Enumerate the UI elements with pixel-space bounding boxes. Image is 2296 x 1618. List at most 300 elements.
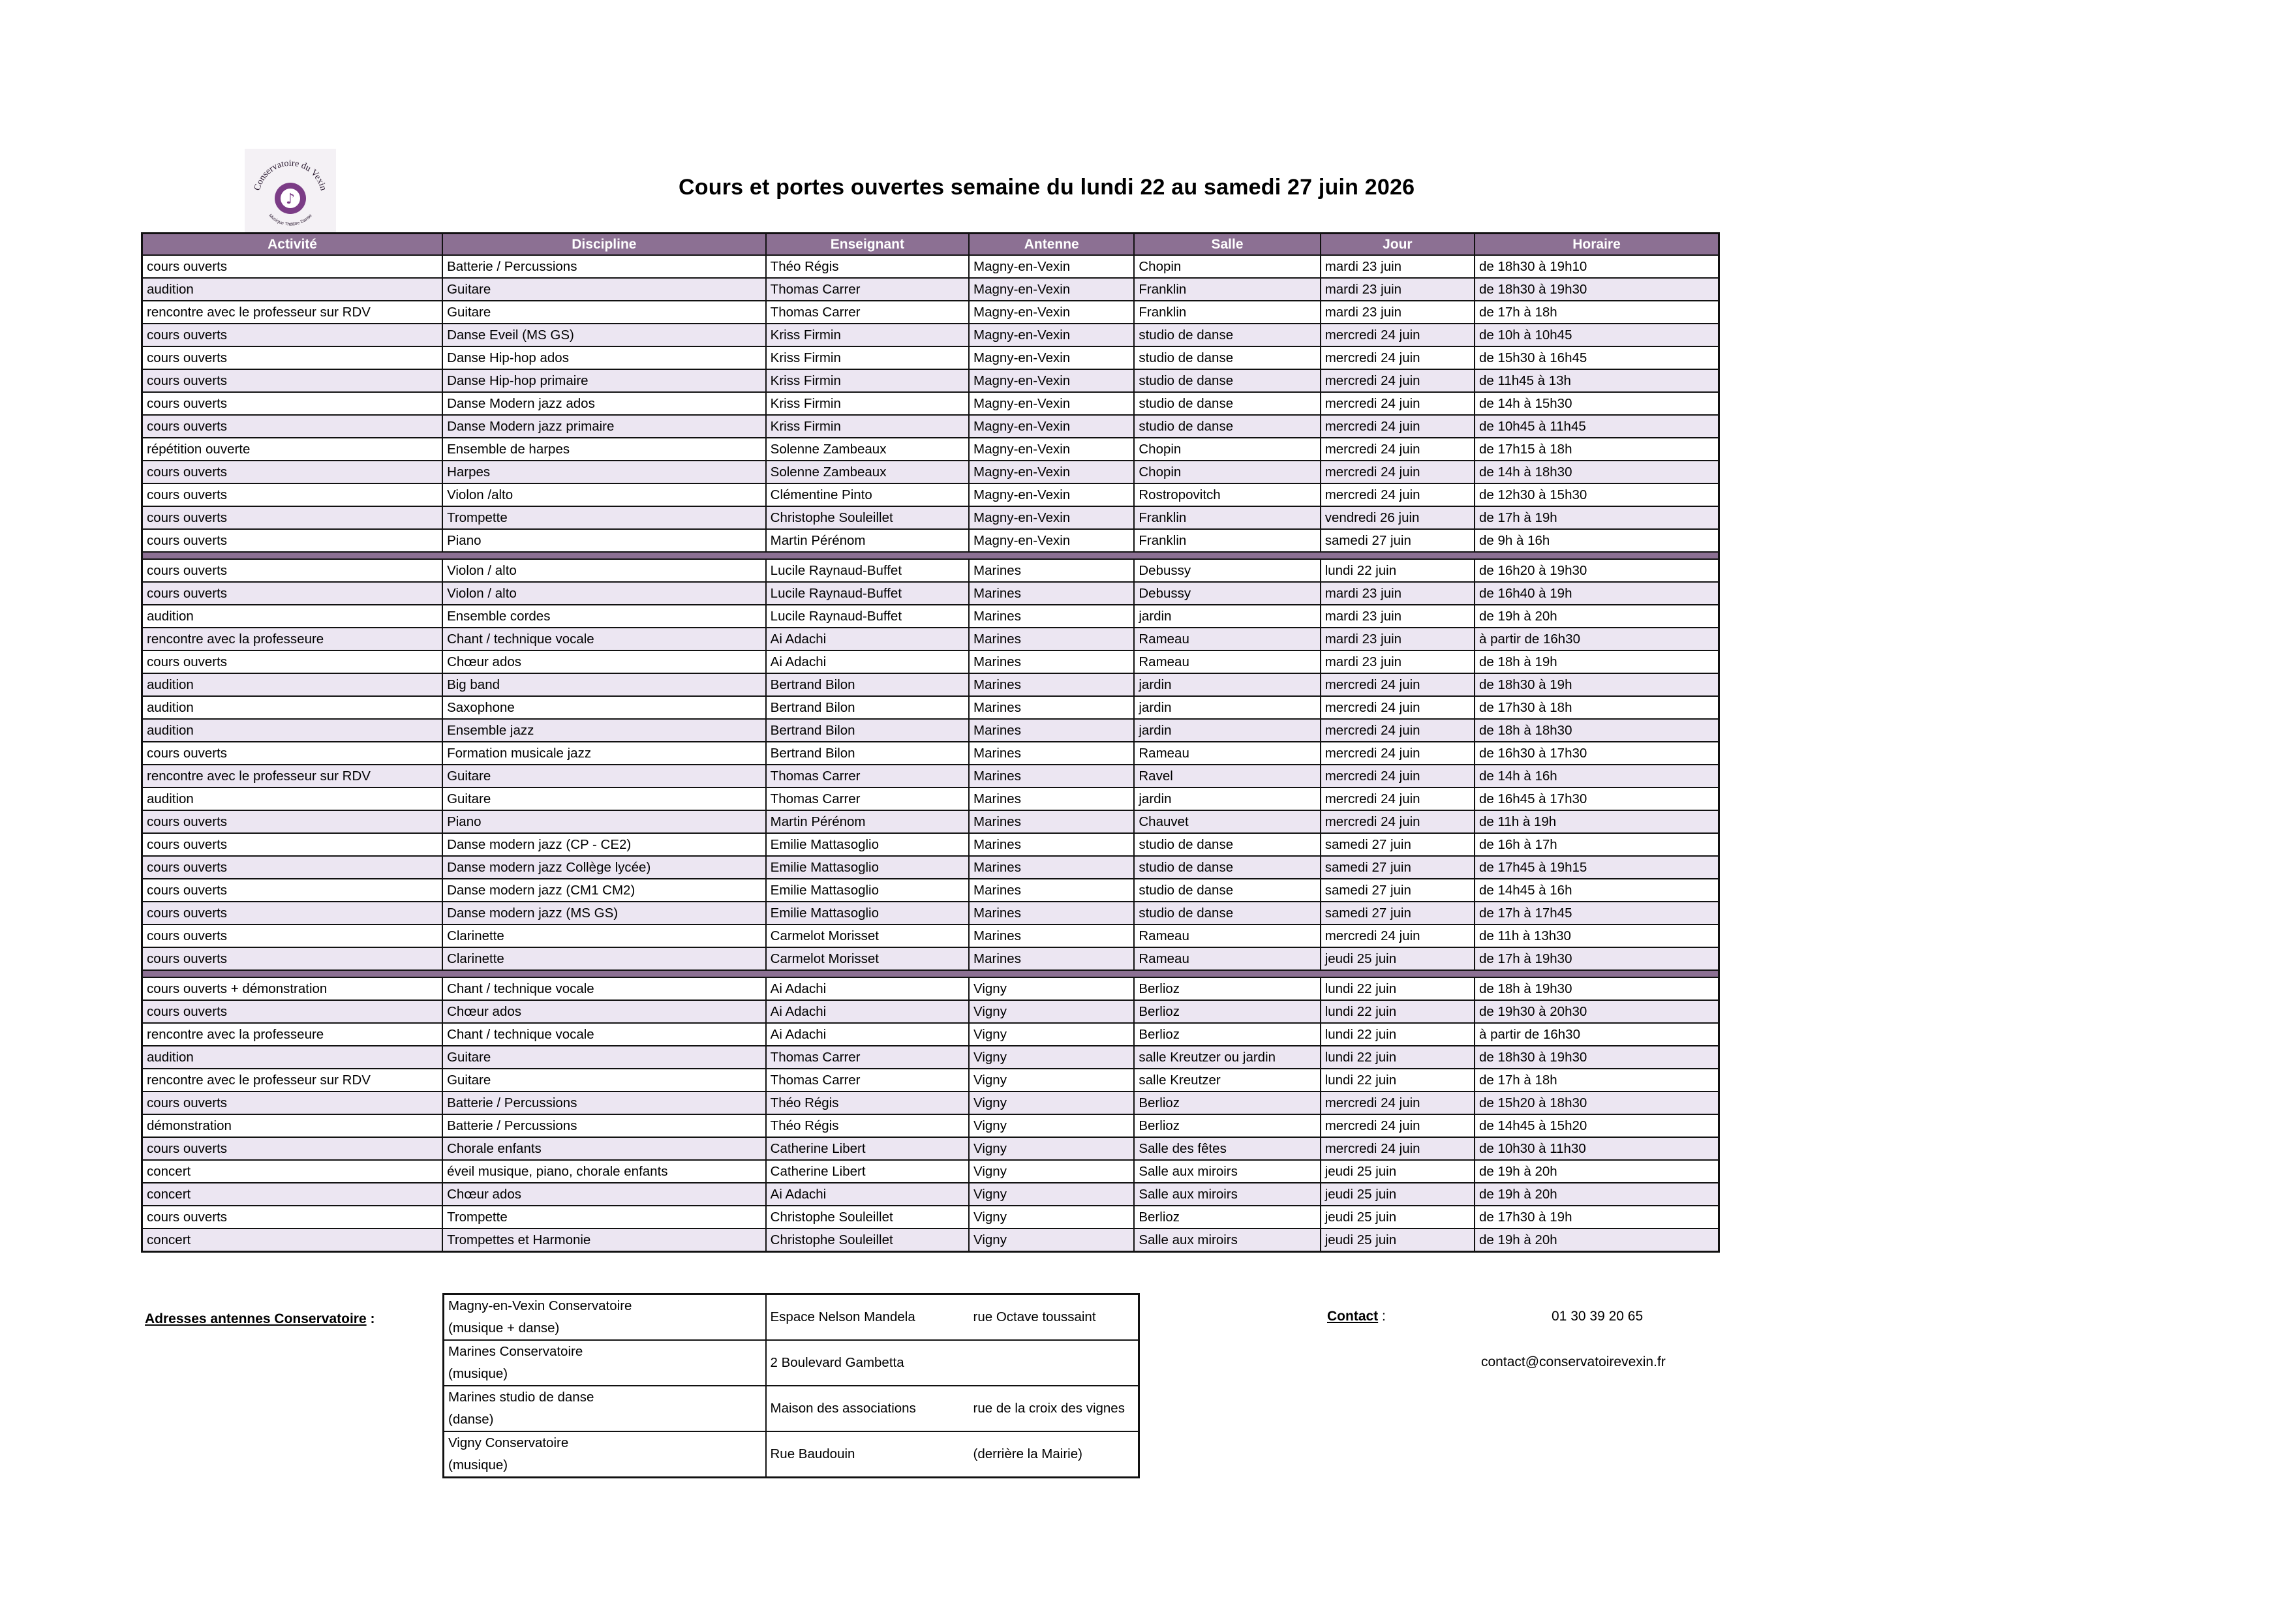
table-cell: Thomas Carrer — [766, 1069, 969, 1091]
table-cell: Marines — [969, 947, 1134, 970]
table-cell: Ravel — [1134, 765, 1320, 787]
table-cell: Magny-en-Vexin — [969, 483, 1134, 506]
table-cell: concert — [142, 1160, 443, 1183]
table-cell: Théo Régis — [766, 1114, 969, 1137]
table-cell: de 19h à 20h — [1475, 605, 1719, 628]
table-cell: de 9h à 16h — [1475, 529, 1719, 552]
table-cell: Marines — [969, 628, 1134, 650]
table-row — [142, 742, 1719, 765]
table-cell: Batterie / Percussions — [442, 1091, 766, 1114]
table-cell: de 17h à 17h45 — [1475, 902, 1719, 924]
table-cell: Bertrand Bilon — [766, 673, 969, 696]
table-cell: Ai Adachi — [766, 1000, 969, 1023]
address-place: Espace Nelson Mandela — [766, 1294, 970, 1341]
table-cell: Magny-en-Vexin — [969, 415, 1134, 438]
table-cell: Emilie Mattasoglio — [766, 833, 969, 856]
table-cell: Rameau — [1134, 650, 1320, 673]
table-cell: mercredi 24 juin — [1321, 1137, 1475, 1160]
table-cell: Kriss Firmin — [766, 392, 969, 415]
table-cell: Violon / alto — [442, 582, 766, 605]
table-cell: Guitare — [442, 765, 766, 787]
table-row — [142, 605, 1719, 628]
table-row — [142, 1206, 1719, 1229]
table-cell: de 18h30 à 19h10 — [1475, 255, 1719, 278]
table-cell: Magny-en-Vexin — [969, 529, 1134, 552]
table-cell: Lucile Raynaud-Buffet — [766, 605, 969, 628]
table-cell: Bertrand Bilon — [766, 719, 969, 742]
table-row — [142, 1091, 1719, 1114]
table-cell: Magny-en-Vexin — [969, 255, 1134, 278]
table-cell: de 10h30 à 11h30 — [1475, 1137, 1719, 1160]
table-row — [142, 301, 1719, 324]
table-cell: salle Kreutzer — [1134, 1069, 1320, 1091]
table-cell: jeudi 25 juin — [1321, 1160, 1475, 1183]
table-cell: Rameau — [1134, 947, 1320, 970]
table-cell: Danse Eveil (MS GS) — [442, 324, 766, 346]
table-cell: Lucile Raynaud-Buffet — [766, 559, 969, 582]
table-cell: cours ouverts — [142, 1137, 443, 1160]
table-cell: cours ouverts — [142, 529, 443, 552]
table-cell: Kriss Firmin — [766, 324, 969, 346]
table-row — [142, 506, 1719, 529]
table-cell: Kriss Firmin — [766, 415, 969, 438]
table-cell: cours ouverts — [142, 924, 443, 947]
table-cell: Marines — [969, 719, 1134, 742]
address-site-type: (danse) — [448, 1412, 494, 1427]
table-cell: Marines — [969, 879, 1134, 902]
table-cell: Danse modern jazz (MS GS) — [442, 902, 766, 924]
address-site-name: Magny-en-Vexin Conservatoire — [448, 1298, 632, 1313]
table-cell: Marines — [969, 673, 1134, 696]
table-cell: Rameau — [1134, 628, 1320, 650]
logo-text-top: Conservatoire du Vexin — [253, 158, 328, 192]
table-cell: de 18h30 à 19h30 — [1475, 278, 1719, 301]
table-cell: Saxophone — [442, 696, 766, 719]
table-row — [142, 1183, 1719, 1206]
table-cell: Danse modern jazz Collège lycée) — [442, 856, 766, 879]
table-cell: mercredi 24 juin — [1321, 787, 1475, 810]
table-row — [142, 1000, 1719, 1023]
table-cell: Vigny — [969, 1206, 1134, 1229]
table-cell: Thomas Carrer — [766, 278, 969, 301]
table-cell: Guitare — [442, 1069, 766, 1091]
table-row — [142, 1069, 1719, 1091]
table-cell: Ai Adachi — [766, 1183, 969, 1206]
table-cell: Martin Pérénom — [766, 810, 969, 833]
table-cell: jeudi 25 juin — [1321, 947, 1475, 970]
table-cell: à partir de 16h30 — [1475, 628, 1719, 650]
column-header: Enseignant — [766, 234, 969, 256]
svg-text:♪: ♪ — [285, 191, 296, 207]
table-cell: de 17h30 à 19h — [1475, 1206, 1719, 1229]
table-cell: de 16h à 17h — [1475, 833, 1719, 856]
address-street: rue de la croix des vignes — [970, 1386, 1139, 1431]
table-cell: salle Kreutzer ou jardin — [1134, 1046, 1320, 1069]
table-cell: Vigny — [969, 1069, 1134, 1091]
table-cell: Ai Adachi — [766, 977, 969, 1000]
table-cell: Franklin — [1134, 301, 1320, 324]
table-cell: cours ouverts — [142, 582, 443, 605]
table-cell: studio de danse — [1134, 879, 1320, 902]
table-cell: Thomas Carrer — [766, 765, 969, 787]
table-cell: cours ouverts — [142, 324, 443, 346]
table-cell: mercredi 24 juin — [1321, 461, 1475, 483]
table-cell: de 16h20 à 19h30 — [1475, 559, 1719, 582]
table-cell: studio de danse — [1134, 392, 1320, 415]
table-cell: studio de danse — [1134, 346, 1320, 369]
addresses-table — [442, 1293, 1140, 1478]
address-site-type: (musique) — [448, 1366, 508, 1381]
table-cell: Trompette — [442, 506, 766, 529]
table-cell: mercredi 24 juin — [1321, 415, 1475, 438]
table-cell: démonstration — [142, 1114, 443, 1137]
table-cell: Danse Modern jazz ados — [442, 392, 766, 415]
table-row — [142, 947, 1719, 970]
table-cell: Marines — [969, 650, 1134, 673]
table-cell: Guitare — [442, 278, 766, 301]
table-cell: Salle des fêtes — [1134, 1137, 1320, 1160]
table-cell: concert — [142, 1229, 443, 1252]
table-cell: Thomas Carrer — [766, 787, 969, 810]
table-cell: studio de danse — [1134, 324, 1320, 346]
table-cell: Chœur ados — [442, 1183, 766, 1206]
table-cell: Chœur ados — [442, 650, 766, 673]
table-cell: Marines — [969, 559, 1134, 582]
table-cell: de 14h45 à 15h20 — [1475, 1114, 1719, 1137]
table-row — [142, 559, 1719, 582]
table-cell: Batterie / Percussions — [442, 1114, 766, 1137]
table-row — [142, 1023, 1719, 1046]
group-separator — [142, 970, 1719, 977]
table-cell: éveil musique, piano, chorale enfants — [442, 1160, 766, 1183]
table-cell: audition — [142, 605, 443, 628]
table-cell: rencontre avec la professeure — [142, 1023, 443, 1046]
table-cell: de 17h à 18h — [1475, 301, 1719, 324]
table-cell: studio de danse — [1134, 902, 1320, 924]
table-cell: Bertrand Bilon — [766, 742, 969, 765]
table-cell: Catherine Libert — [766, 1160, 969, 1183]
address-site — [444, 1294, 766, 1341]
table-cell: Rameau — [1134, 924, 1320, 947]
column-header: Jour — [1321, 234, 1475, 256]
table-cell: mardi 23 juin — [1321, 650, 1475, 673]
table-cell: Chant / technique vocale — [442, 977, 766, 1000]
table-cell: cours ouverts — [142, 1206, 443, 1229]
table-row — [142, 810, 1719, 833]
address-site-type: (musique) — [448, 1458, 508, 1473]
table-cell: Magny-en-Vexin — [969, 392, 1134, 415]
table-cell: mercredi 24 juin — [1321, 392, 1475, 415]
table-row — [142, 650, 1719, 673]
table-cell: cours ouverts — [142, 1000, 443, 1023]
contact-label: Contact : — [1327, 1309, 1386, 1324]
table-cell: de 14h à 15h30 — [1475, 392, 1719, 415]
table-cell: Ai Adachi — [766, 628, 969, 650]
table-cell: Marines — [969, 810, 1134, 833]
table-cell: Vigny — [969, 1000, 1134, 1023]
table-cell: Ensemble jazz — [442, 719, 766, 742]
table-cell: cours ouverts — [142, 879, 443, 902]
table-cell: de 15h20 à 18h30 — [1475, 1091, 1719, 1114]
table-cell: mercredi 24 juin — [1321, 1114, 1475, 1137]
table-cell: de 17h à 19h30 — [1475, 947, 1719, 970]
table-cell: mercredi 24 juin — [1321, 765, 1475, 787]
table-cell: jardin — [1134, 673, 1320, 696]
table-cell: Christophe Souleillet — [766, 506, 969, 529]
table-cell: Chant / technique vocale — [442, 628, 766, 650]
table-row — [142, 369, 1719, 392]
conservatoire-logo — [245, 149, 336, 240]
table-cell: Kriss Firmin — [766, 346, 969, 369]
table-cell: Danse Modern jazz primaire — [442, 415, 766, 438]
table-cell: cours ouverts — [142, 833, 443, 856]
table-cell: Clarinette — [442, 947, 766, 970]
table-cell: Debussy — [1134, 582, 1320, 605]
table-cell: Solenne Zambeaux — [766, 438, 969, 461]
table-row — [142, 415, 1719, 438]
table-cell: mercredi 24 juin — [1321, 324, 1475, 346]
table-cell: Chœur ados — [442, 1000, 766, 1023]
table-cell: Théo Régis — [766, 1091, 969, 1114]
table-cell: Chopin — [1134, 438, 1320, 461]
table-cell: mercredi 24 juin — [1321, 1091, 1475, 1114]
address-row — [444, 1386, 1139, 1431]
address-place: 2 Boulevard Gambetta — [766, 1340, 970, 1386]
table-cell: cours ouverts — [142, 483, 443, 506]
table-cell: cours ouverts — [142, 1091, 443, 1114]
table-cell: mercredi 24 juin — [1321, 742, 1475, 765]
table-row — [142, 628, 1719, 650]
table-cell: Guitare — [442, 1046, 766, 1069]
table-cell: jeudi 25 juin — [1321, 1206, 1475, 1229]
table-cell: de 14h à 16h — [1475, 765, 1719, 787]
table-cell: Thomas Carrer — [766, 1046, 969, 1069]
table-cell: Christophe Souleillet — [766, 1206, 969, 1229]
table-row — [142, 765, 1719, 787]
table-row — [142, 1046, 1719, 1069]
table-cell: cours ouverts + démonstration — [142, 977, 443, 1000]
table-row — [142, 1137, 1719, 1160]
table-cell: vendredi 26 juin — [1321, 506, 1475, 529]
group-separator — [142, 552, 1719, 559]
table-cell: Marines — [969, 833, 1134, 856]
address-street: (derrière la Mairie) — [970, 1431, 1139, 1478]
table-row — [142, 324, 1719, 346]
column-header: Salle — [1134, 234, 1320, 256]
table-cell: Salle aux miroirs — [1134, 1229, 1320, 1252]
table-row — [142, 529, 1719, 552]
table-cell: Berlioz — [1134, 1000, 1320, 1023]
table-cell: Marines — [969, 765, 1134, 787]
table-cell: Chopin — [1134, 461, 1320, 483]
contact-phone: 01 30 39 20 65 — [1552, 1309, 1644, 1324]
table-row — [142, 673, 1719, 696]
table-cell: de 19h30 à 20h30 — [1475, 1000, 1719, 1023]
table-cell: audition — [142, 696, 443, 719]
table-row — [142, 924, 1719, 947]
table-row — [142, 856, 1719, 879]
table-cell: Catherine Libert — [766, 1137, 969, 1160]
table-cell: Carmelot Morisset — [766, 947, 969, 970]
table-cell: Vigny — [969, 1046, 1134, 1069]
addresses-label: Adresses antennes Conservatoire : — [145, 1311, 375, 1326]
table-cell: cours ouverts — [142, 346, 443, 369]
table-cell: Franklin — [1134, 529, 1320, 552]
table-cell: Chauvet — [1134, 810, 1320, 833]
table-cell: Ai Adachi — [766, 650, 969, 673]
table-cell: Martin Pérénom — [766, 529, 969, 552]
table-cell: Vigny — [969, 1114, 1134, 1137]
table-cell: mardi 23 juin — [1321, 255, 1475, 278]
table-cell: Vigny — [969, 1229, 1134, 1252]
table-cell: Vigny — [969, 1160, 1134, 1183]
table-cell: studio de danse — [1134, 415, 1320, 438]
table-cell: Marines — [969, 856, 1134, 879]
table-cell: de 10h45 à 11h45 — [1475, 415, 1719, 438]
table-cell: Bertrand Bilon — [766, 696, 969, 719]
table-cell: de 14h45 à 16h — [1475, 879, 1719, 902]
table-cell: rencontre avec la professeure — [142, 628, 443, 650]
table-cell: Chopin — [1134, 255, 1320, 278]
table-cell: mardi 23 juin — [1321, 278, 1475, 301]
page-title: Cours et portes ouvertes semaine du lundi 22 au samedi 27 juin 2026 — [679, 175, 1415, 200]
table-cell: Batterie / Percussions — [442, 255, 766, 278]
table-cell: de 16h45 à 17h30 — [1475, 787, 1719, 810]
address-site — [444, 1431, 766, 1478]
table-cell: cours ouverts — [142, 650, 443, 673]
column-header: Activité — [142, 234, 443, 256]
table-cell: Danse Hip-hop primaire — [442, 369, 766, 392]
table-cell: Emilie Mattasoglio — [766, 902, 969, 924]
table-cell: cours ouverts — [142, 255, 443, 278]
table-cell: cours ouverts — [142, 461, 443, 483]
table-cell: mercredi 24 juin — [1321, 924, 1475, 947]
table-row — [142, 696, 1719, 719]
contact-email: contact@conservatoirevexin.fr — [1481, 1354, 1666, 1369]
table-cell: Vigny — [969, 1183, 1134, 1206]
table-cell: lundi 22 juin — [1321, 1000, 1475, 1023]
address-site — [444, 1386, 766, 1431]
table-cell: Danse modern jazz (CM1 CM2) — [442, 879, 766, 902]
table-cell: concert — [142, 1183, 443, 1206]
table-cell: Guitare — [442, 787, 766, 810]
table-cell: de 10h à 10h45 — [1475, 324, 1719, 346]
table-cell: cours ouverts — [142, 369, 443, 392]
table-cell: de 18h30 à 19h30 — [1475, 1046, 1719, 1069]
table-cell: cours ouverts — [142, 559, 443, 582]
column-header: Discipline — [442, 234, 766, 256]
table-row — [142, 902, 1719, 924]
table-cell: Salle aux miroirs — [1134, 1183, 1320, 1206]
table-cell: cours ouverts — [142, 506, 443, 529]
table-cell: Magny-en-Vexin — [969, 346, 1134, 369]
table-cell: de 11h à 19h — [1475, 810, 1719, 833]
address-site-name: Vigny Conservatoire — [448, 1435, 569, 1450]
table-cell: Carmelot Morisset — [766, 924, 969, 947]
table-row — [142, 977, 1719, 1000]
table-cell: Vigny — [969, 1023, 1134, 1046]
table-cell: de 19h à 20h — [1475, 1229, 1719, 1252]
table-cell: cours ouverts — [142, 810, 443, 833]
table-cell: studio de danse — [1134, 833, 1320, 856]
table-cell: jardin — [1134, 605, 1320, 628]
table-cell: lundi 22 juin — [1321, 1046, 1475, 1069]
table-cell: jardin — [1134, 787, 1320, 810]
table-cell: cours ouverts — [142, 947, 443, 970]
table-cell: lundi 22 juin — [1321, 1023, 1475, 1046]
address-site-name: Marines Conservatoire — [448, 1344, 583, 1359]
table-cell: Marines — [969, 787, 1134, 810]
table-cell: studio de danse — [1134, 369, 1320, 392]
table-row — [142, 1229, 1719, 1252]
table-cell: Clémentine Pinto — [766, 483, 969, 506]
table-cell: lundi 22 juin — [1321, 559, 1475, 582]
column-header: Horaire — [1475, 234, 1719, 256]
table-cell: mercredi 24 juin — [1321, 346, 1475, 369]
table-cell: jardin — [1134, 696, 1320, 719]
table-row — [142, 483, 1719, 506]
table-cell: cours ouverts — [142, 415, 443, 438]
table-cell: mercredi 24 juin — [1321, 696, 1475, 719]
table-cell: de 15h30 à 16h45 — [1475, 346, 1719, 369]
table-cell: de 16h40 à 19h — [1475, 582, 1719, 605]
table-row — [142, 392, 1719, 415]
table-cell: Harpes — [442, 461, 766, 483]
table-cell: de 18h à 18h30 — [1475, 719, 1719, 742]
address-site — [444, 1340, 766, 1386]
address-site-type: (musique + danse) — [448, 1320, 560, 1336]
table-cell: lundi 22 juin — [1321, 1069, 1475, 1091]
table-cell: cours ouverts — [142, 856, 443, 879]
table-cell: Rostropovitch — [1134, 483, 1320, 506]
table-cell: jeudi 25 juin — [1321, 1183, 1475, 1206]
address-row — [444, 1340, 1139, 1386]
table-cell: Chorale enfants — [442, 1137, 766, 1160]
table-cell: mercredi 24 juin — [1321, 483, 1475, 506]
table-cell: samedi 27 juin — [1321, 879, 1475, 902]
address-site-name: Marines studio de danse — [448, 1390, 594, 1405]
table-row — [142, 438, 1719, 461]
table-cell: Magny-en-Vexin — [969, 369, 1134, 392]
table-cell: Guitare — [442, 301, 766, 324]
table-cell: Big band — [442, 673, 766, 696]
table-row — [142, 278, 1719, 301]
table-cell: Ensemble de harpes — [442, 438, 766, 461]
table-cell: jeudi 25 juin — [1321, 1229, 1475, 1252]
table-cell: mardi 23 juin — [1321, 628, 1475, 650]
table-cell: Violon / alto — [442, 559, 766, 582]
table-cell: Lucile Raynaud-Buffet — [766, 582, 969, 605]
table-cell: samedi 27 juin — [1321, 902, 1475, 924]
table-cell: Berlioz — [1134, 1023, 1320, 1046]
table-cell: Vigny — [969, 1137, 1134, 1160]
table-cell: Magny-en-Vexin — [969, 324, 1134, 346]
table-cell: cours ouverts — [142, 392, 443, 415]
table-cell: Salle aux miroirs — [1134, 1160, 1320, 1183]
table-cell: studio de danse — [1134, 856, 1320, 879]
table-cell: Ensemble cordes — [442, 605, 766, 628]
table-cell: Emilie Mattasoglio — [766, 879, 969, 902]
address-street — [970, 1340, 1139, 1386]
table-cell: Piano — [442, 529, 766, 552]
table-cell: de 17h30 à 18h — [1475, 696, 1719, 719]
table-cell: Rameau — [1134, 742, 1320, 765]
table-cell: Marines — [969, 742, 1134, 765]
table-cell: Magny-en-Vexin — [969, 506, 1134, 529]
table-cell: Ai Adachi — [766, 1023, 969, 1046]
table-cell: de 18h à 19h — [1475, 650, 1719, 673]
table-row — [142, 1114, 1719, 1137]
